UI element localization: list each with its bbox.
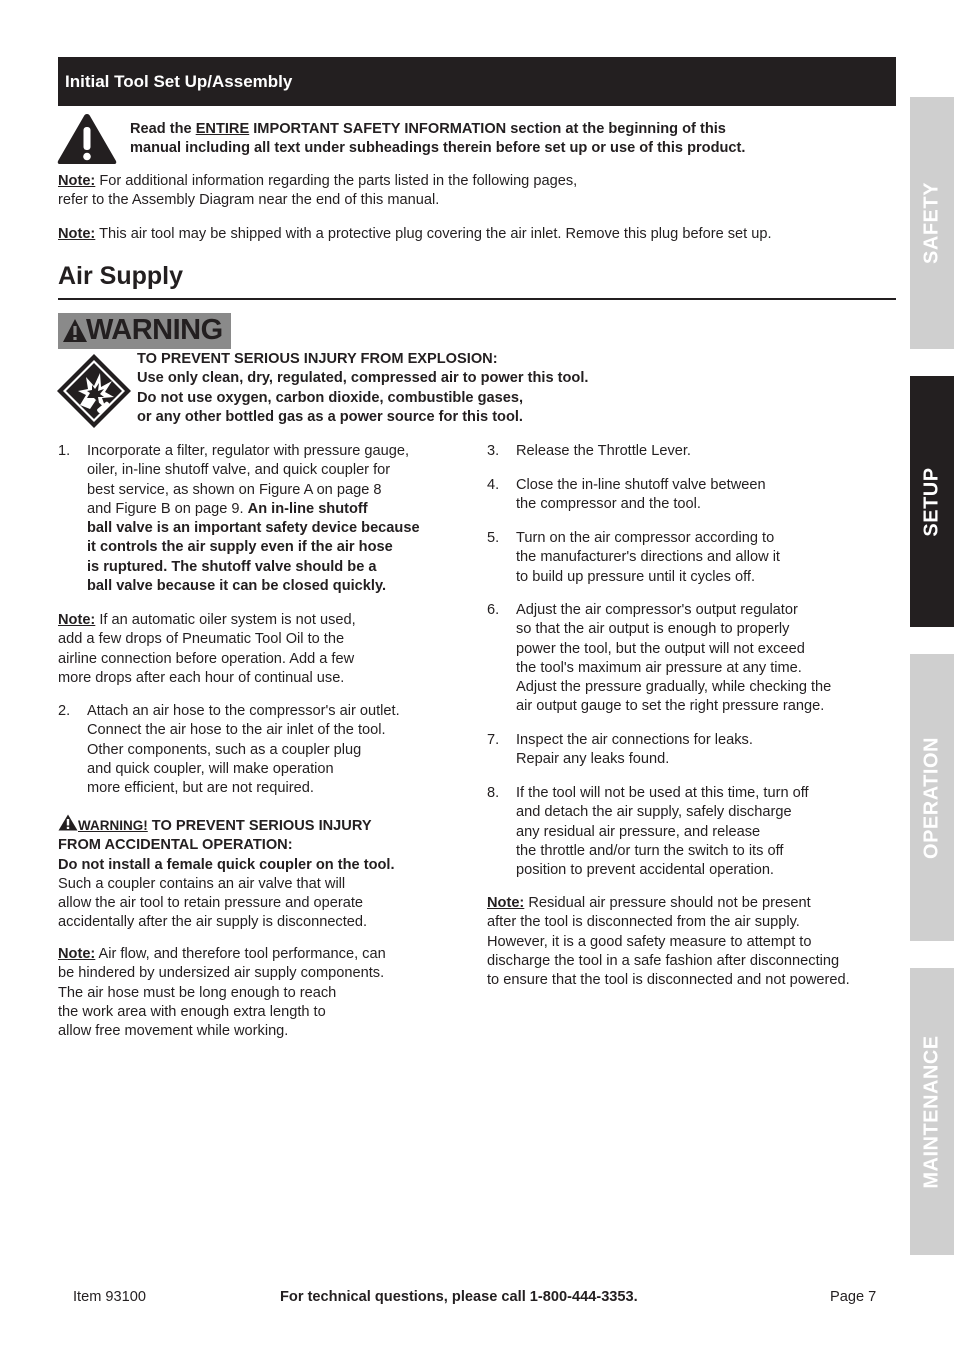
note-label: Note:	[58, 226, 96, 242]
note-residual-pressure: Note: Residual air pressure should not be present after the tool is disconnected from the air supply. However, it is a good safety measure to attempt to discharge the tool in a safe fashion after disconnecting to ensure that the tool is disconnected and not powered.	[487, 895, 850, 989]
list-item-step-2: 2. Attach an air hose to the compressor's air outlet. Connect the air hose to the air inlet of the tool. Other components, such as a coupler plug and quick coupler, will make operation more efficient, but are not required.	[58, 703, 400, 797]
inline-warning-coupler: WARNING! TO PREVENT SERIOUS INJURY FROM ACCIDENTAL OPERATION: Do not install a female quick coupler on the tool. Such a coupler contains an air valve that will allow the air tool to retain pressure and operate accidentally after the air supply is disconnected.	[58, 814, 395, 933]
tab-safety-label: SAFETY	[920, 182, 943, 264]
step-number: 3.	[487, 443, 500, 459]
note-label: Note:	[58, 946, 96, 962]
section-header-title: Initial Tool Set Up/Assembly	[65, 72, 293, 91]
warning-badge-label: WARNING	[86, 314, 223, 346]
section-divider	[58, 298, 896, 300]
step-number: 4.	[487, 477, 500, 493]
step-number: 6.	[487, 602, 500, 618]
tab-operation[interactable]	[910, 654, 954, 941]
footer-page-number: Page 7	[830, 1289, 877, 1305]
warning-badge	[58, 313, 231, 349]
tab-operation-label: OPERATION	[920, 736, 943, 859]
list-item-step-8: 8. If the tool will not be used at this time, turn off and detach the air supply, safely discharge any residual air pressure, and release the throttle and/or turn the switch to its off position to prevent accidental operation.	[487, 785, 809, 879]
note-assembly-diagram: Note: For additional information regarding the parts listed in the following pages, refer to the Assembly Diagram near the end of this manual.	[58, 173, 578, 209]
note-protective-plug: Note: This air tool may be shipped with a protective plug covering the air inlet. Remove this plug before set up.	[58, 226, 772, 242]
list-item-step-6: 6. Adjust the air compressor's output regulator so that the air output is enough to properly power the tool, but the output will not exceed the tool's maximum air pressure at any time. Adjust the pressure gradually, while checking the air output gauge to set the right pressure range.	[487, 602, 832, 715]
step-number: 7.	[487, 732, 500, 748]
note-oiler: Note: If an automatic oiler system is not used, add a few drops of Pneumatic Tool Oil to the airline connection before operation. Add a few more drops after each hour of continual use.	[58, 612, 356, 686]
tab-maintenance-label: MAINTENANCE	[920, 1034, 943, 1189]
warning-triangle-icon	[62, 318, 88, 344]
list-item-step-1: 1. Incorporate a filter, regulator with pressure gauge, oiler, in-line shutoff valve, and quick coupler for best service, as shown on Figure A on page 8 and Figure B on page 9. An in-line shutoff ball valve is an important safety device because it controls the air supply even if the air hose is ruptured. The shutoff valve should be a ball valve because it can be closed quickly.	[58, 443, 420, 595]
note-label: Note:	[487, 895, 525, 911]
tab-setup[interactable]	[910, 376, 954, 627]
list-item-step-3: 3. Release the Throttle Lever.	[487, 442, 887, 461]
footer-support-phone: For technical questions, please call 1-800-444-3353.	[280, 1289, 638, 1305]
warning-triangle-icon	[58, 814, 78, 831]
exclamation-triangle-icon	[57, 113, 117, 165]
note-airflow: Note: Air flow, and therefore tool performance, can be hindered by undersized air supply components. The air hose must be long enough to reach the work area with enough extra length to allow free movement while working.	[58, 946, 386, 1040]
safety-notice: Read the ENTIRE IMPORTANT SAFETY INFORMATION section at the beginning of this manual including all text under subheadings therein before set up or use of this product.	[130, 121, 746, 157]
note-label: Note:	[58, 612, 96, 628]
list-item-step-7: 7. Inspect the air connections for leaks. Repair any leaks found.	[487, 732, 753, 768]
tab-maintenance[interactable]	[910, 968, 954, 1255]
tab-safety[interactable]	[910, 97, 954, 349]
step-number: 8.	[487, 785, 500, 801]
explosion-hazard-icon	[56, 353, 132, 429]
footer-item-number: Item 93100	[73, 1289, 147, 1305]
warning-label: WARNING!	[78, 818, 148, 833]
section-header-bar	[58, 57, 896, 106]
step-number: 2.	[58, 703, 71, 719]
tab-setup-label: SETUP	[920, 466, 943, 537]
list-item-step-4: 4. Close the in-line shutoff valve between the compressor and the tool.	[487, 477, 766, 513]
section-title: Air Supply	[58, 262, 184, 290]
step-number: 1.	[58, 443, 71, 459]
note-label: Note:	[58, 173, 96, 189]
warning-explosion-text: TO PREVENT SERIOUS INJURY FROM EXPLOSION: Use only clean, dry, regulated, compressed air to power this tool. Do not use oxygen, carbon dioxide, combustible gases, or any other bottled gas as a power source for this tool.	[137, 351, 589, 425]
step-number: 5.	[487, 530, 500, 546]
list-item-step-5: 5. Turn on the air compressor according to the manufacturer's directions and allow it to build up pressure until it cycles off.	[487, 530, 780, 585]
